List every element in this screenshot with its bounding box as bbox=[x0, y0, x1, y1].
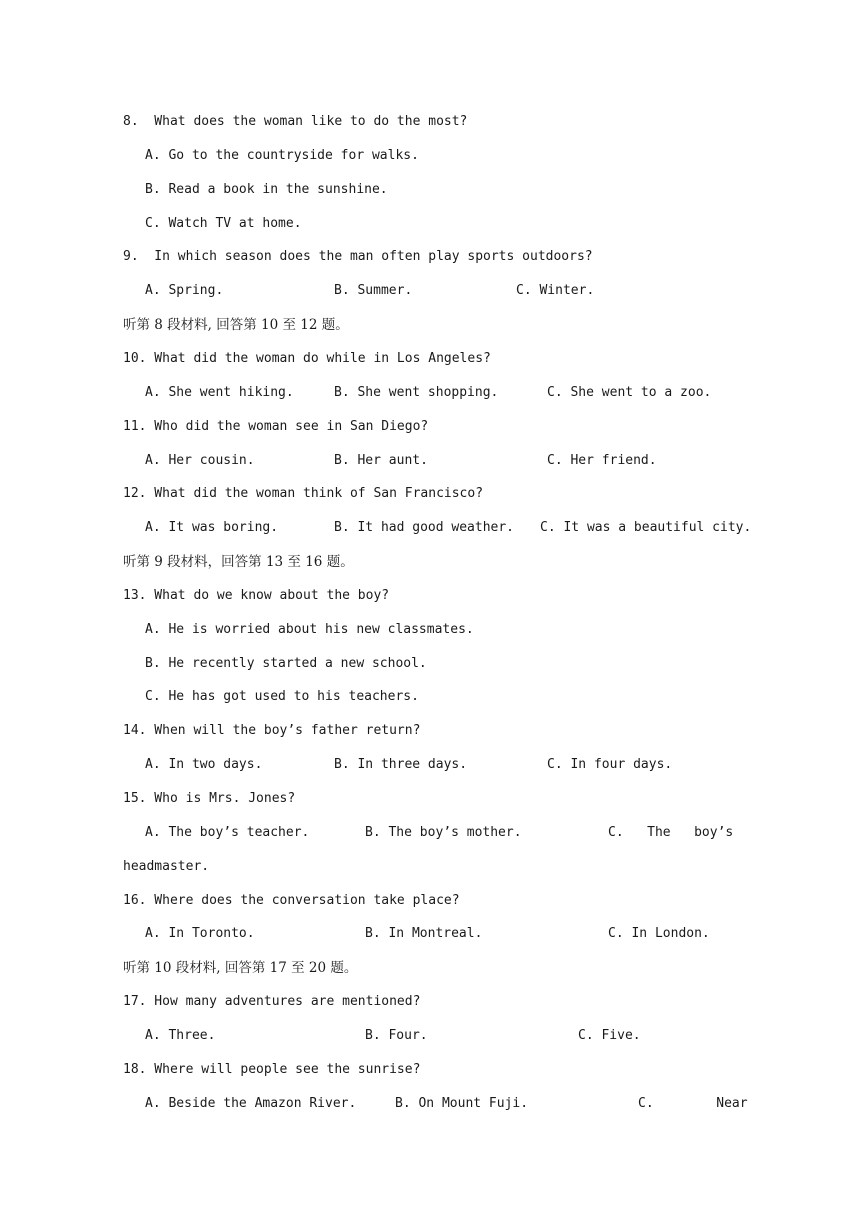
question-text: 12. What did the woman think of San Francisco? bbox=[123, 486, 484, 501]
answer-option: B. Her aunt. bbox=[334, 453, 428, 468]
answer-option: C. Watch TV at home. bbox=[145, 216, 302, 231]
answer-option: B. Read a book in the sunshine. bbox=[145, 182, 388, 197]
question-text: 18. Where will people see the sunrise? bbox=[123, 1062, 421, 1077]
section-instruction: 听第 8 段材料, 回答第 10 至 12 题。 bbox=[123, 317, 349, 333]
answer-option: B. The boy’s mother. bbox=[365, 825, 522, 840]
question-text: 16. Where does the conversation take place? bbox=[123, 893, 460, 908]
answer-option: C. She went to a zoo. bbox=[547, 385, 712, 400]
answer-option: A. Her cousin. bbox=[145, 453, 255, 468]
answer-option: C. Her friend. bbox=[547, 453, 657, 468]
answer-option: B. On Mount Fuji. bbox=[395, 1096, 529, 1111]
answer-option: B. Summer. bbox=[334, 283, 413, 298]
answer-option: C. In four days. bbox=[547, 757, 673, 772]
answer-option: C. It was a beautiful city. bbox=[540, 520, 752, 535]
answer-option: A. He is worried about his new classmates. bbox=[145, 622, 474, 637]
answer-option: A. Beside the Amazon River. bbox=[145, 1096, 357, 1111]
question-text: 17. How many adventures are mentioned? bbox=[123, 994, 421, 1009]
answer-option: B. He recently started a new school. bbox=[145, 656, 427, 671]
answer-option: C. Five. bbox=[578, 1028, 641, 1043]
section-instruction: 听第 9 段材料，回答第 13 至 16 题。 bbox=[123, 554, 354, 570]
question-text: headmaster. bbox=[123, 859, 210, 874]
answer-option: A. In two days. bbox=[145, 757, 263, 772]
answer-option: C. In London. bbox=[608, 926, 710, 941]
answer-option: C. He has got used to his teachers. bbox=[145, 689, 419, 704]
answer-option: C. Winter. bbox=[516, 283, 595, 298]
answer-option: A. Spring. bbox=[145, 283, 224, 298]
answer-option: C. Near bbox=[638, 1096, 748, 1111]
answer-option: A. The boy’s teacher. bbox=[145, 825, 310, 840]
answer-option: B. In three days. bbox=[334, 757, 468, 772]
answer-option: B. Four. bbox=[365, 1028, 428, 1043]
answer-option: A. Go to the countryside for walks. bbox=[145, 148, 419, 163]
question-text: 8. What does the woman like to do the most? bbox=[123, 114, 468, 129]
answer-option: A. She went hiking. bbox=[145, 385, 294, 400]
answer-option: C. The boy’s bbox=[608, 825, 734, 840]
answer-option: A. Three. bbox=[145, 1028, 216, 1043]
answer-option: B. In Montreal. bbox=[365, 926, 483, 941]
question-text: 15. Who is Mrs. Jones? bbox=[123, 791, 296, 806]
question-text: 11. Who did the woman see in San Diego? bbox=[123, 419, 429, 434]
question-text: 10. What did the woman do while in Los Angeles? bbox=[123, 351, 491, 366]
answer-option: B. It had good weather. bbox=[334, 520, 515, 535]
question-text: 14. When will the boy’s father return? bbox=[123, 723, 421, 738]
answer-option: A. It was boring. bbox=[145, 520, 279, 535]
answer-option: B. She went shopping. bbox=[334, 385, 499, 400]
section-instruction: 听第 10 段材料, 回答第 17 至 20 题。 bbox=[123, 960, 358, 976]
question-text: 9. In which season does the man often play sports outdoors? bbox=[123, 249, 593, 264]
question-text: 13. What do we know about the boy? bbox=[123, 588, 390, 603]
answer-option: A. In Toronto. bbox=[145, 926, 255, 941]
